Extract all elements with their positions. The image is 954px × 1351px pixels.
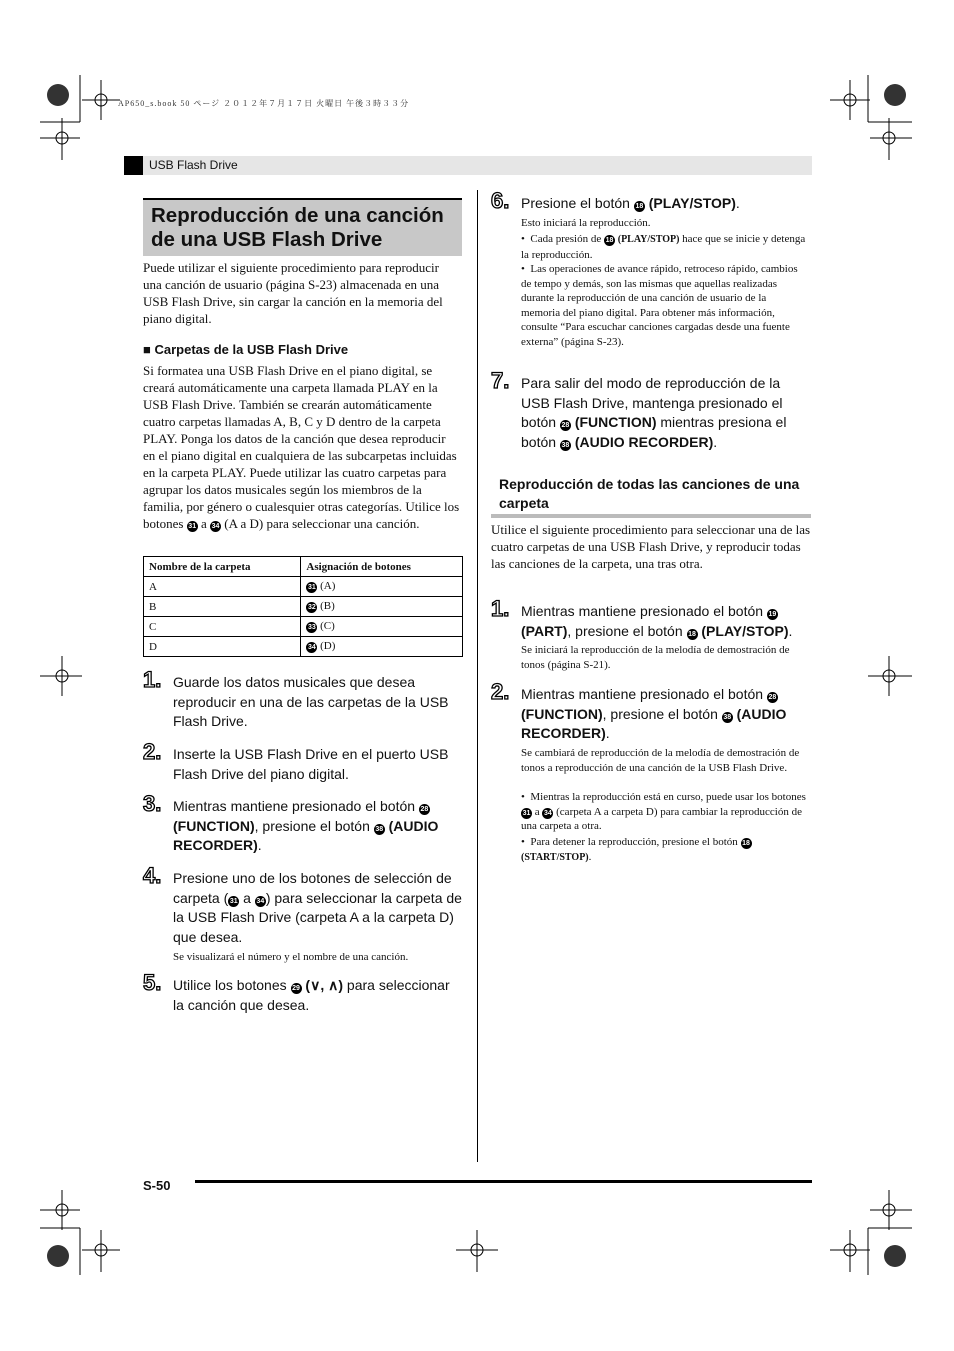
table-header-row [144,557,463,577]
bullet-item: • Las operaciones de avance rápido, retroceso rápido, cambios de tempo y demás, son las mismas que aquellas realizadas durante la reproducción de una canción de usuario de la memoria del piano digital. Para obtener más información, consulte “Para escuchar canciones cargadas desde una fuente externa” (página S-23). [521,263,798,348]
intro-paragraph: Puede utilizar el siguiente procedimiento para reproducir una canción de usuario (página S-23) almacenada en una USB Flash Drive, sin cargar la canción en la memoria del piano digital. [143,260,443,326]
table-cell: D [144,637,301,657]
step-text-part: Presione uno de los botones de selección de carpeta ( [173,870,452,906]
button-number-icon: 38 [723,713,732,721]
cell-label: (B) [320,600,335,612]
step-note: Esto iniciará la reproducción. [521,217,651,229]
button-number-icon: 28 [561,422,570,429]
folders-body-text: Si formatea una USB Flash Drive en el piano digital, se creará automáticamente una carpeta llamada PLAY en la USB Flash Drive. También se crearán automáticamente cuatro carpetas llamadas A, B, C y D dentro de la carpeta PLAY. Ponga los datos de la canción que desea reproducir en el piano digital en cualquiera de las subcarpetas incluidas en la carpeta PLAY. Puede utilizar las cuatro carpetas para agrupar los datos musicales según los miembros de la familia, por género o cualesquier otras categorías. Utilice los botones [143,363,460,531]
step-note: Se iniciará la reproducción de la melodía de demostración de tonos (página S-21). [521,644,790,671]
button-number-icon: 38 [375,825,384,833]
header-block [124,156,143,175]
step-text [521,685,811,744]
table-row [144,617,463,637]
step-text-part: . [257,837,262,853]
step-number: 4. [143,863,162,888]
folders-body-a: a [200,516,207,531]
step-text: Inserte la USB Flash Drive en el puerto USB Flash Drive del piano digital. [173,746,449,782]
button-number-icon: 31 [188,523,197,530]
button-number-icon: 19 [768,611,777,618]
cell-label: (D) [320,640,336,652]
cell-label: (A) [320,580,336,592]
button-number-icon: 32 [307,604,316,611]
step-text [521,194,811,214]
bullet-text: Cada presión de [530,233,602,245]
step-number: 1. [491,596,510,621]
step-number: 3. [143,791,162,816]
bullet-item: • Cada presión de 18 (PLAY/STOP) hace que se inicie y detenga la reproducción. [521,233,806,261]
button-label: (FUNCTION) [574,414,657,430]
button-number-icon: 18 [742,840,750,847]
bullet-text: Las operaciones de avance rápido, retroceso rápido, cambios de tempo y demás, son las mismas que aquellas realizadas durante la reproducción de una canción de usuario de la memoria del piano digital. Para obtener más información, consulte “Para escuchar canciones cargadas desde una fuente externa” (página S-23). [521,263,798,348]
bullet-text: a [534,805,540,818]
button-number-icon: 34 [256,897,265,905]
table-cell [301,577,463,597]
step-text-part: mientras presiona el botón [521,414,787,450]
step-text-part: Mientras mantiene presionado el botón [521,603,764,619]
button-label: (FUNCTION) [521,705,603,722]
step-number: 6. [491,188,510,213]
footer-rule [195,1180,812,1183]
button-label: (∨, ∧) [305,977,344,993]
button-label: (PART) [521,622,568,639]
step-number: 2. [143,739,162,764]
button-label: (AUDIO RECORDER) [574,433,714,450]
step-text [173,797,463,856]
step-text-part: . [788,622,793,639]
all-songs-intro: Utilice el siguiente procedimiento para seleccionar una de las cuatro carpetas de una USB Flash Drive, y reproducir todas las canciones de la carpeta, una tras otra. [491,522,811,571]
button-label: (PLAY/STOP) [701,622,789,639]
bullet-item: • Mientras la reproducción está en curso, puede usar los botones 31 a 34 (carpeta A a carpeta D) para cambiar la reproducción de una carpeta a otra. [521,791,806,832]
step-text-part: . [713,433,718,450]
running-header-text: USB Flash Drive [149,158,238,172]
button-number-icon: 34 [307,644,316,651]
step-number: 7. [491,368,510,393]
running-header [124,156,812,175]
button-label: (AUDIO RECORDER) [173,817,439,853]
step-note: Se cambiará de reproducción de la melodía de demostración de tonos a reproducción de una canción de la USB Flash Drive. [521,747,800,774]
table-cell: A [144,577,301,597]
bullet-text: (carpeta A a carpeta D) para cambiar la reproducción de una carpeta a otra. [521,805,802,832]
folders-body-end: (A a D) para seleccionar una canción. [224,516,420,531]
step-text: Guarde los datos musicales que desea reproducir en una de las carpetas de la USB Flash Drive. [173,674,449,729]
step-note: Se visualizará el número y el nombre de una canción. [173,951,409,963]
step-text-part: a [243,889,251,906]
button-label: (FUNCTION) [173,817,255,834]
step-text-part: . [735,195,740,211]
section-rule [491,514,811,518]
button-label: (START/STOP) [521,851,589,863]
step-text [521,374,811,452]
bullet-text: Para detener la reproducción, presione el botón [530,836,738,848]
table-row [144,597,463,617]
table-cell: B [144,597,301,617]
table-header: Nombre de la carpeta [144,557,301,577]
button-number-icon: 29 [292,985,300,992]
section-title-box [143,198,462,256]
table-cell [301,637,463,657]
step-number: 2. [491,679,510,704]
page-title: Reproducción de una canción de una USB Flash Drive [151,204,444,251]
table-cell [301,597,463,617]
button-number-icon: 28 [420,806,429,813]
step-text-part: , presione el botón [254,817,370,834]
step-text-part: , presione el botón [567,622,683,639]
button-number-icon: 31 [522,809,531,817]
step-number: 1. [143,667,162,692]
folder-table [143,556,463,657]
folders-body [143,362,461,532]
button-number-icon: 34 [211,523,220,530]
column-divider [477,190,478,1162]
print-header: AP650_s.book 50 ページ ２０１２年７月１７日 火曜日 午後３時３３分 [118,99,410,108]
folders-heading-text: Carpetas de la USB Flash Drive [154,342,349,357]
step-text [173,976,463,1015]
folders-heading: ■ Carpetas de la USB Flash Drive [143,342,349,357]
step-number: 5. [143,970,162,995]
button-label: (PLAY/STOP) [617,234,680,245]
table-cell: C [144,617,301,637]
step-text [173,869,463,947]
button-number-icon: 18 [635,203,644,210]
button-number-icon: 18 [605,237,614,244]
bullet-text: Mientras la reproducción está en curso, puede usar los botones [530,791,806,803]
step-text-part: Presione el botón [521,195,630,211]
button-label: (AUDIO RECORDER) [521,705,787,741]
button-number-icon: 31 [229,897,238,905]
button-number-icon: 28 [768,694,777,701]
step-text-part: . [605,725,610,741]
button-number-icon: 31 [307,584,316,591]
bullet-item: • Para detener la reproducción, presione el botón 18 (START/STOP). [521,836,750,863]
button-number-icon: 33 [307,624,316,631]
step-text-part: ) para seleccionar la carpeta de la USB Flash Drive (carpeta A a la carpeta D) que desea. [173,889,462,945]
button-label: (PLAY/STOP) [648,195,736,211]
table-header: Asignación de botones [301,557,463,577]
bullet-text: . [588,850,592,863]
bullet-text: hace que se inicie y detenga la reproducción. [521,233,806,261]
table-row [144,637,463,657]
table-cell [301,617,463,637]
step-text-part: , presione el botón [602,705,718,722]
cell-label: (C) [320,620,335,632]
step-text-part: Mientras mantiene presionado el botón [521,686,764,702]
table-row [144,577,463,597]
button-number-icon: 18 [688,630,696,638]
page-number: S-50 [143,1178,171,1193]
button-number-icon: 38 [561,441,570,449]
button-number-icon: 34 [543,809,552,817]
step-text-part: Utilice los botones [173,977,287,993]
step-text [521,602,811,641]
step-text-part: para seleccionar la canción que desea. [173,977,450,1013]
step-text-part: Para salir del modo de reproducción de la USB Flash Drive, mantenga presionado el botón [521,375,783,430]
all-songs-heading: Reproducción de todas las canciones de una carpeta [499,476,800,511]
step-text-part: Mientras mantiene presionado el botón [173,798,416,814]
